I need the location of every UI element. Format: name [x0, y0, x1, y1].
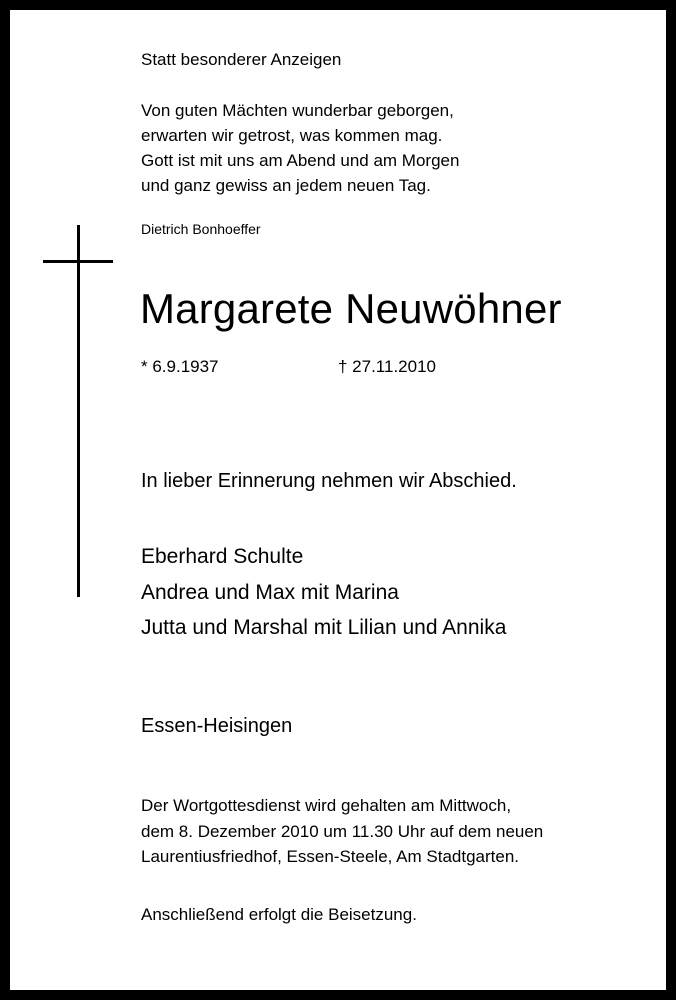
service-line: Der Wortgottesdienst wird gehalten am Mittwoch,: [141, 796, 512, 815]
service-line: dem 8. Dezember 2010 um 11.30 Uhr auf dem neuen: [141, 821, 544, 841]
poem-line: erwarten wir getrost, was kommen mag.: [141, 126, 443, 145]
service-line: Laurentiusfriedhof, Essen-Steele, Am Stadtgarten.: [141, 847, 520, 866]
poem-line: und ganz gewiss an jedem neuen Tag.: [141, 176, 431, 195]
birth-date: * 6.9.1937: [141, 357, 219, 376]
poem-author: Dietrich Bonhoeffer: [141, 221, 261, 237]
notice-header: Statt besonderer Anzeigen: [141, 50, 342, 69]
cross-vertical-bar: [77, 225, 80, 597]
poem-quote: [141, 98, 459, 198]
closing-note: Anschließend erfolgt die Beisetzung.: [141, 905, 417, 924]
poem-line: Gott ist mit uns am Abend und am Morgen: [141, 151, 460, 170]
mourner-name: Jutta und Marshal mit Lilian und Annika: [141, 616, 507, 639]
farewell-message: In lieber Erinnerung nehmen wir Abschied.: [141, 470, 517, 492]
service-details: [141, 793, 543, 870]
death-date: † 27.11.2010: [338, 357, 436, 376]
mourner-name: Andrea und Max mit Marina: [141, 580, 399, 604]
deceased-name: Margarete Neuwöhner: [140, 285, 562, 332]
mourners-list: [141, 539, 506, 646]
cross-horizontal-bar: [43, 260, 113, 263]
mourner-name: Eberhard Schulte: [141, 545, 304, 568]
poem-line: Von guten Mächten wunderbar geborgen,: [141, 101, 454, 120]
location: Essen-Heisingen: [141, 715, 293, 737]
